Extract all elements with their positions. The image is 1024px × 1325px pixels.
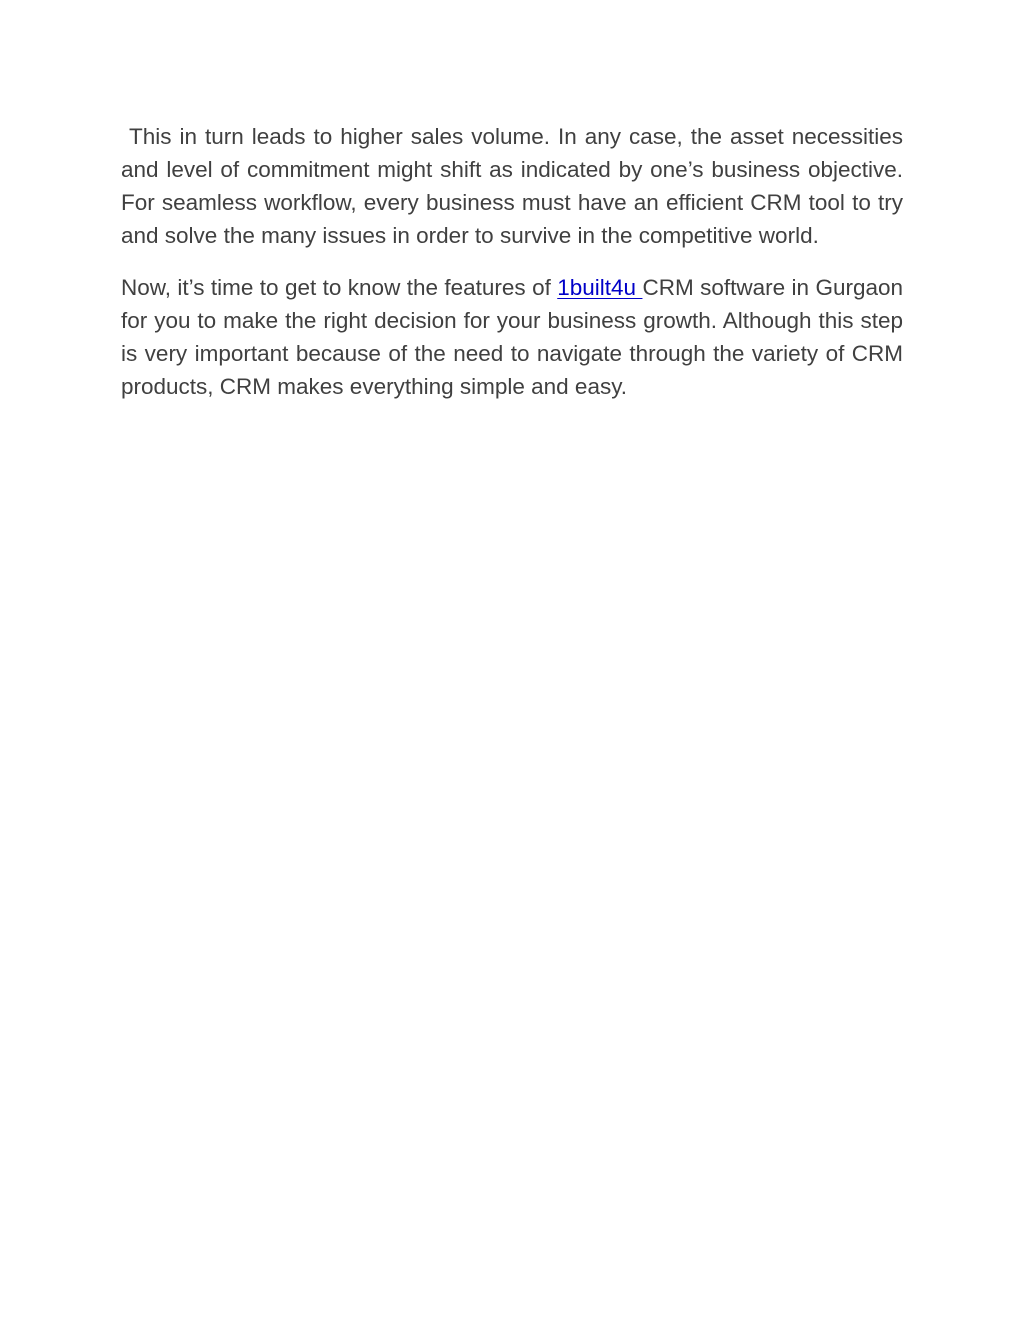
1built4u-link[interactable]: 1built4u: [557, 275, 643, 300]
paragraph-crm-features: [121, 271, 903, 403]
paragraph-2-after-link: CRM software in Gurgaon for you to make the right decision for your business growth. Although this step is very important because of the need to navigate through the variety of CRM products, CRM makes everything simple and easy.: [121, 275, 903, 399]
paragraph-1-text: This in turn leads to higher sales volume. In any case, the asset necessities and level of commitment might shift as indicated by one’s business objective. For seamless workflow, every business must have an efficient CRM tool to try and solve the many issues in order to survive in the competitive world.: [121, 124, 910, 248]
paragraph-2-before-link: Now, it’s time to get to know the features of: [121, 275, 558, 300]
document-body: [121, 120, 910, 403]
paragraph-crm-importance: [121, 120, 910, 252]
